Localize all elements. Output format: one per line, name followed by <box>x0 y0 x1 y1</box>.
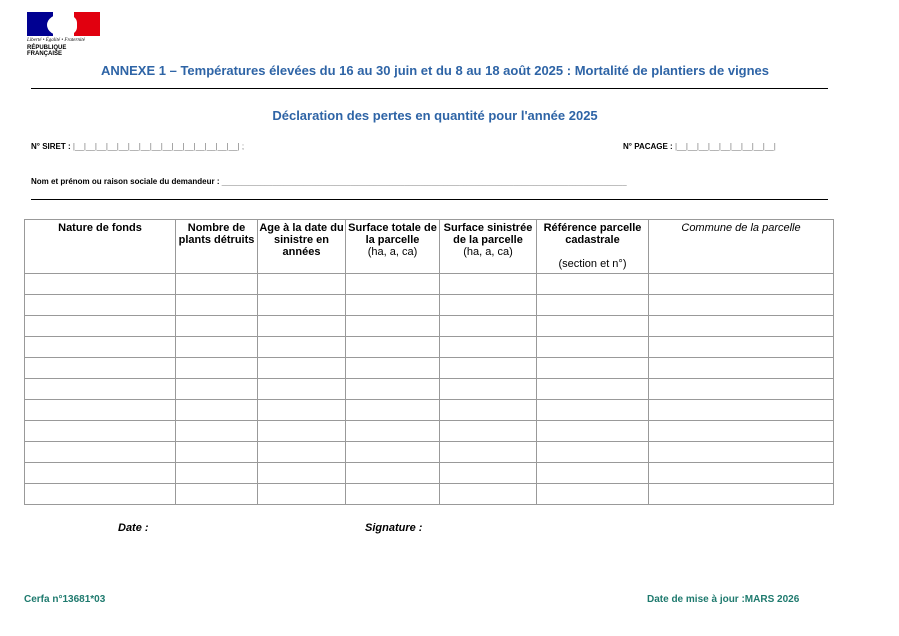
table-cell[interactable] <box>649 484 834 505</box>
col-nature-de-fonds <box>25 220 176 274</box>
table-cell[interactable] <box>649 379 834 400</box>
table-cell[interactable] <box>258 358 346 379</box>
table-cell[interactable] <box>346 274 440 295</box>
table-cell[interactable] <box>440 400 537 421</box>
table-cell[interactable] <box>25 400 176 421</box>
table-cell[interactable] <box>537 274 649 295</box>
table-cell[interactable] <box>537 295 649 316</box>
siret-boxes[interactable]: |__|__|__|__|__|__|__|__|__|__|__|__|__|__|__| ; <box>72 142 245 151</box>
header-label: Commune de la parcelle <box>681 222 801 234</box>
table-header-row <box>25 220 834 274</box>
table-cell[interactable] <box>258 274 346 295</box>
table-cell[interactable] <box>440 274 537 295</box>
table-cell[interactable] <box>440 484 537 505</box>
logo-republic-line1: RÉPUBLIQUE <box>27 45 67 51</box>
table-cell[interactable] <box>176 316 258 337</box>
table-cell[interactable] <box>537 358 649 379</box>
col-nombre-plants <box>176 220 258 274</box>
table-cell[interactable] <box>258 337 346 358</box>
table-cell[interactable] <box>440 379 537 400</box>
table-cell[interactable] <box>649 358 834 379</box>
table-cell[interactable] <box>176 337 258 358</box>
table-cell[interactable] <box>649 442 834 463</box>
header-sub: (section et n°) <box>558 258 627 270</box>
table-cell[interactable] <box>440 358 537 379</box>
table-cell[interactable] <box>176 463 258 484</box>
table-cell[interactable] <box>176 274 258 295</box>
table-cell[interactable] <box>440 295 537 316</box>
table-row <box>25 295 834 316</box>
table-cell[interactable] <box>346 442 440 463</box>
table-cell[interactable] <box>258 379 346 400</box>
table-cell[interactable] <box>25 484 176 505</box>
table-cell[interactable] <box>346 400 440 421</box>
col-surface-totale <box>346 220 440 274</box>
table-cell[interactable] <box>176 400 258 421</box>
table-cell[interactable] <box>346 337 440 358</box>
table-cell[interactable] <box>537 316 649 337</box>
title-divider <box>31 88 828 89</box>
table-cell[interactable] <box>440 463 537 484</box>
date-label: Date : <box>118 522 149 534</box>
table-body <box>25 274 834 505</box>
table-cell[interactable] <box>176 442 258 463</box>
table-cell[interactable] <box>440 337 537 358</box>
applicant-name-label: Nom et prénom ou raison sociale du demandeur : <box>31 177 220 186</box>
table-cell[interactable] <box>25 295 176 316</box>
table-cell[interactable] <box>346 358 440 379</box>
table-cell[interactable] <box>176 379 258 400</box>
table-cell[interactable] <box>346 421 440 442</box>
cerfa-number: Cerfa n°13681*03 <box>24 594 106 605</box>
siret-label: N° SIRET : <box>31 142 71 151</box>
table-row <box>25 337 834 358</box>
header-label: Nombre de plants détruits <box>178 222 255 246</box>
col-age <box>258 220 346 274</box>
pacage-boxes[interactable]: |__|__|__|__|__|__|__|__|__| <box>674 142 776 151</box>
table-cell[interactable] <box>440 421 537 442</box>
logo-motto: Liberté • Égalité • Fraternité <box>27 38 85 43</box>
table-cell[interactable] <box>25 337 176 358</box>
header-label: Surface sinistrée de la parcelle <box>443 222 533 246</box>
table-row <box>25 442 834 463</box>
table-cell[interactable] <box>258 421 346 442</box>
table-row <box>25 400 834 421</box>
col-surface-sinistree <box>440 220 537 274</box>
table-cell[interactable] <box>649 421 834 442</box>
table-cell[interactable] <box>440 442 537 463</box>
table-cell[interactable] <box>346 463 440 484</box>
table-cell[interactable] <box>346 316 440 337</box>
table-cell[interactable] <box>537 484 649 505</box>
table-cell[interactable] <box>537 337 649 358</box>
table-row <box>25 316 834 337</box>
header-label: Surface totale de la parcelle <box>348 222 437 246</box>
table-cell[interactable] <box>537 442 649 463</box>
annex-title: ANNEXE 1 – Températures élevées du 16 au 30 juin et du 8 au 18 août 2025 : Mortalité de plantiers de vignes <box>100 63 770 78</box>
logo-republic-text <box>27 45 66 57</box>
table-cell[interactable] <box>346 484 440 505</box>
declaration-title: Déclaration des pertes en quantité pour l'année 2025 <box>272 108 598 123</box>
marianne-flag-icon <box>27 12 100 36</box>
table-cell[interactable] <box>25 463 176 484</box>
table-row <box>25 463 834 484</box>
table-cell[interactable] <box>258 463 346 484</box>
table-row <box>25 358 834 379</box>
siret-field[interactable] <box>31 142 244 151</box>
table-cell[interactable] <box>649 295 834 316</box>
header-label: Age à la date du sinistre en années <box>259 222 344 258</box>
table-cell[interactable] <box>25 379 176 400</box>
table-cell[interactable] <box>649 316 834 337</box>
republique-francaise-logo <box>26 12 102 56</box>
table-cell[interactable] <box>258 442 346 463</box>
table-cell[interactable] <box>346 295 440 316</box>
table-cell[interactable] <box>537 400 649 421</box>
logo-republic-line2: FRANÇAISE <box>27 51 63 57</box>
signature-label: Signature : <box>365 522 423 534</box>
table-cell[interactable] <box>537 379 649 400</box>
pacage-label: N° PACAGE : <box>623 142 673 151</box>
table-cell[interactable] <box>25 274 176 295</box>
table-cell[interactable] <box>258 316 346 337</box>
table-row <box>25 379 834 400</box>
losses-table <box>24 219 834 505</box>
header-sub: (ha, a, ca) <box>367 246 418 258</box>
table-cell[interactable] <box>258 484 346 505</box>
header-label: Nature de fonds <box>58 222 142 234</box>
table-cell[interactable] <box>258 295 346 316</box>
table-cell[interactable] <box>537 463 649 484</box>
applicant-name-field[interactable] <box>31 177 627 186</box>
table-cell[interactable] <box>649 337 834 358</box>
table-row <box>25 274 834 295</box>
table-cell[interactable] <box>176 484 258 505</box>
table-cell[interactable] <box>25 442 176 463</box>
header-label: Référence parcelle cadastrale <box>543 222 642 246</box>
table-cell[interactable] <box>25 316 176 337</box>
table-cell[interactable] <box>440 316 537 337</box>
pacage-field[interactable] <box>623 142 776 151</box>
table-cell[interactable] <box>258 400 346 421</box>
table-cell[interactable] <box>176 421 258 442</box>
table-cell[interactable] <box>649 400 834 421</box>
table-cell[interactable] <box>25 358 176 379</box>
table-cell[interactable] <box>176 295 258 316</box>
table-cell[interactable] <box>649 463 834 484</box>
col-commune <box>649 220 834 274</box>
table-row <box>25 421 834 442</box>
col-reference-cadastrale <box>537 220 649 274</box>
fields-divider <box>31 199 828 200</box>
table-cell[interactable] <box>537 421 649 442</box>
table-cell[interactable] <box>346 379 440 400</box>
header-sub: (ha, a, ca) <box>463 246 513 258</box>
table-row <box>25 484 834 505</box>
update-date: Date de mise à jour :MARS 2026 <box>647 594 800 605</box>
table-cell[interactable] <box>176 358 258 379</box>
table-cell[interactable] <box>649 274 834 295</box>
applicant-name-line[interactable]: ________________________________________________________________________________________________________ <box>221 179 627 186</box>
table-cell[interactable] <box>25 421 176 442</box>
